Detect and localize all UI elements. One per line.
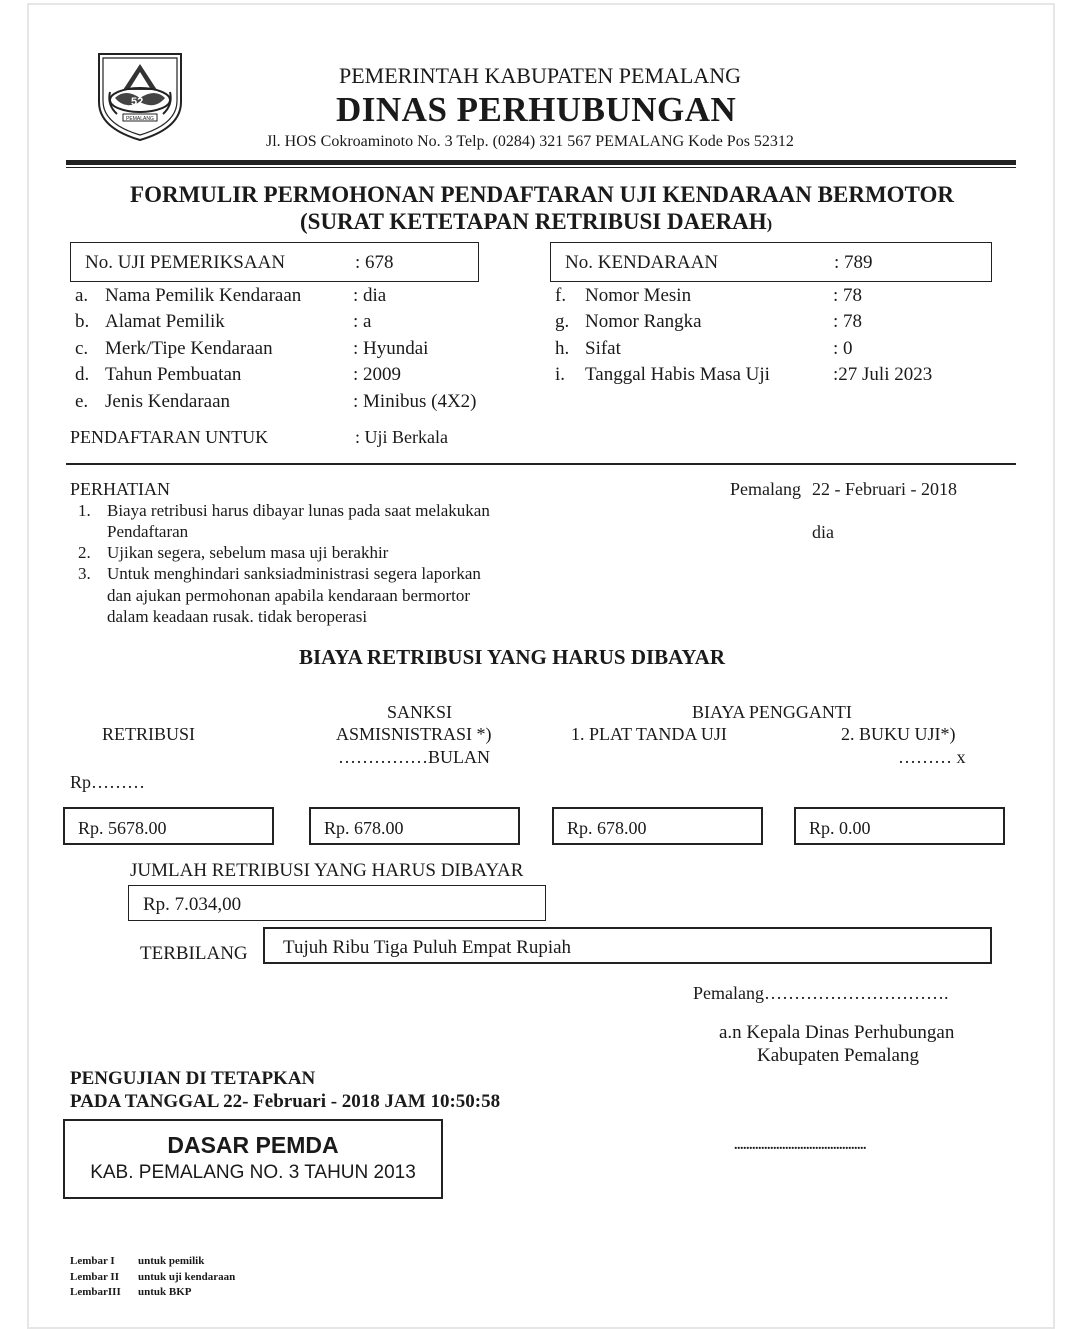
signature-place: Pemalang…………………………. — [693, 983, 949, 1003]
field-value: :27 Juli 2023 — [833, 364, 933, 385]
perhatian-line: Ujikan segera, sebelum masa uji berakhir — [107, 543, 389, 562]
signature-region: Kabupaten Pemalang — [757, 1045, 919, 1066]
field-letter: h. — [555, 338, 570, 359]
field-value: : Minibus (4X2) — [353, 391, 477, 412]
field-letter: g. — [555, 311, 570, 332]
signature-title: a.n Kepala Dinas Perhubungan — [719, 1022, 955, 1043]
amount-sanksi: Rp. 678.00 — [324, 818, 404, 838]
col-sanksi-3: ……………BULAN — [338, 747, 490, 767]
pendaftaran-value: : Uji Berkala — [355, 427, 448, 447]
signature-line: ............................................ — [734, 1138, 866, 1153]
field-label: Jenis Kendaraan — [105, 391, 231, 412]
field-letter: a. — [75, 285, 89, 306]
jumlah-label: JUMLAH RETRIBUSI YANG HARUS DIBAYAR — [130, 860, 524, 881]
header-agency: DINAS PERHUBUNGAN — [336, 90, 737, 129]
field-label: Tahun Pembuatan — [105, 364, 242, 385]
terbilang-value: Tujuh Ribu Tiga Puluh Empat Rupiah — [283, 937, 572, 958]
perhatian-title: PERHATIAN — [70, 479, 171, 499]
col-sanksi-2: ASMISNISTRASI *) — [336, 724, 492, 744]
field-letter: c. — [75, 338, 89, 359]
header-rule — [66, 160, 1016, 165]
section-divider — [66, 463, 1016, 465]
perhatian-line: dalam keadaan rusak. tidak beroperasi — [107, 607, 368, 626]
pendaftaran-label: PENDAFTARAN UNTUK — [70, 427, 269, 447]
dasar-text: KAB. PEMALANG NO. 3 TAHUN 2013 — [90, 1162, 416, 1183]
kendaraan-value: : 789 — [834, 252, 873, 273]
applicant-name: dia — [812, 522, 834, 542]
lembar-code: LembarIII — [70, 1286, 121, 1298]
amount-plat: Rp. 678.00 — [567, 818, 647, 838]
perhatian-num: 3. — [78, 564, 91, 583]
penetapan-line2: PADA TANGGAL 22- Februari - 2018 JAM 10:50:58 — [70, 1091, 501, 1112]
perhatian-line: Pendaftaran — [107, 522, 189, 541]
perhatian-line: Untuk menghindari sanksiadministrasi segera laporkan — [107, 564, 481, 583]
field-value: : 78 — [833, 285, 863, 306]
col-plat: 1. PLAT TANDA UJI — [571, 724, 727, 744]
lembar-text: untuk pemilik — [138, 1255, 205, 1267]
dasar-title: DASAR PEMDA — [167, 1132, 339, 1158]
field-value: : 78 — [833, 311, 863, 332]
date-value: 22 - Februari - 2018 — [812, 479, 957, 499]
field-letter: b. — [75, 311, 90, 332]
form-title: FORMULIR PERMOHONAN PENDAFTARAN UJI KENDARAAN BERMOTOR — [130, 182, 954, 207]
date-place: Pemalang — [730, 479, 801, 499]
perhatian-num: 1. — [78, 501, 91, 520]
rp-dots: Rp……… — [70, 772, 146, 792]
field-value: : 0 — [833, 338, 853, 359]
amount-buku: Rp. 0.00 — [809, 818, 871, 838]
field-label: Nomor Rangka — [585, 311, 702, 332]
uji-label: No. UJI PEMERIKSAAN — [85, 252, 286, 273]
perhatian-line: Biaya retribusi harus dibayar lunas pada saat melakukan — [107, 501, 490, 520]
jumlah-value: Rp. 7.034,00 — [143, 894, 242, 915]
field-label: Nomor Mesin — [585, 285, 692, 306]
penetapan-line1: PENGUJIAN DI TETAPKAN — [70, 1068, 316, 1089]
field-letter: e. — [75, 391, 89, 412]
field-label: Tanggal Habis Masa Uji — [585, 364, 770, 385]
lembar-text: untuk uji kendaraan — [138, 1271, 236, 1283]
kendaraan-label: No. KENDARAAN — [565, 252, 719, 273]
amount-retribusi: Rp. 5678.00 — [78, 818, 167, 838]
field-value: : Hyundai — [353, 338, 429, 359]
uji-value: : 678 — [355, 252, 394, 273]
col-buku-x: ……… x — [898, 747, 966, 767]
field-value: : dia — [353, 285, 387, 306]
form-subtitle: (SURAT KETETAPAN RETRIBUSI DAERAH) — [300, 209, 773, 234]
biaya-title: BIAYA RETRIBUSI YANG HARUS DIBAYAR — [299, 645, 725, 669]
header-rule-thin — [66, 167, 1016, 168]
field-label: Nama Pemilik Kendaraan — [105, 285, 302, 306]
col-buku: 2. BUKU UJI*) — [841, 724, 956, 744]
field-label: Alamat Pemilik — [105, 311, 225, 332]
field-letter: i. — [555, 364, 566, 385]
terbilang-label: TERBILANG — [140, 943, 248, 964]
field-value: : a — [353, 311, 372, 332]
dasar-pemda-box — [63, 1119, 443, 1199]
perhatian-line: dan ajukan permohonan apabila kendaraan bermortor — [107, 586, 470, 605]
lembar-text: untuk BKP — [138, 1286, 192, 1298]
lembar-code: Lembar II — [70, 1271, 119, 1283]
col-sanksi-1: SANKSI — [387, 702, 453, 722]
field-letter: d. — [75, 364, 90, 385]
col-pengganti: BIAYA PENGGANTI — [692, 702, 852, 722]
svg-text:52: 52 — [131, 96, 144, 108]
lembar-code: Lembar I — [70, 1255, 115, 1267]
field-label: Sifat — [585, 338, 621, 359]
logo-text: PEMALANG — [126, 116, 154, 122]
field-label: Merk/Tipe Kendaraan — [105, 338, 273, 359]
field-letter: f. — [555, 285, 567, 306]
field-value: : 2009 — [353, 364, 402, 385]
perhatian-num: 2. — [78, 543, 91, 562]
header-address: Jl. HOS Cokroaminoto No. 3 Telp. (0284) 321 567 PEMALANG Kode Pos 52312 — [266, 133, 794, 150]
col-retribusi: RETRIBUSI — [102, 724, 196, 744]
header-government: PEMERINTAH KABUPATEN PEMALANG — [338, 63, 741, 88]
